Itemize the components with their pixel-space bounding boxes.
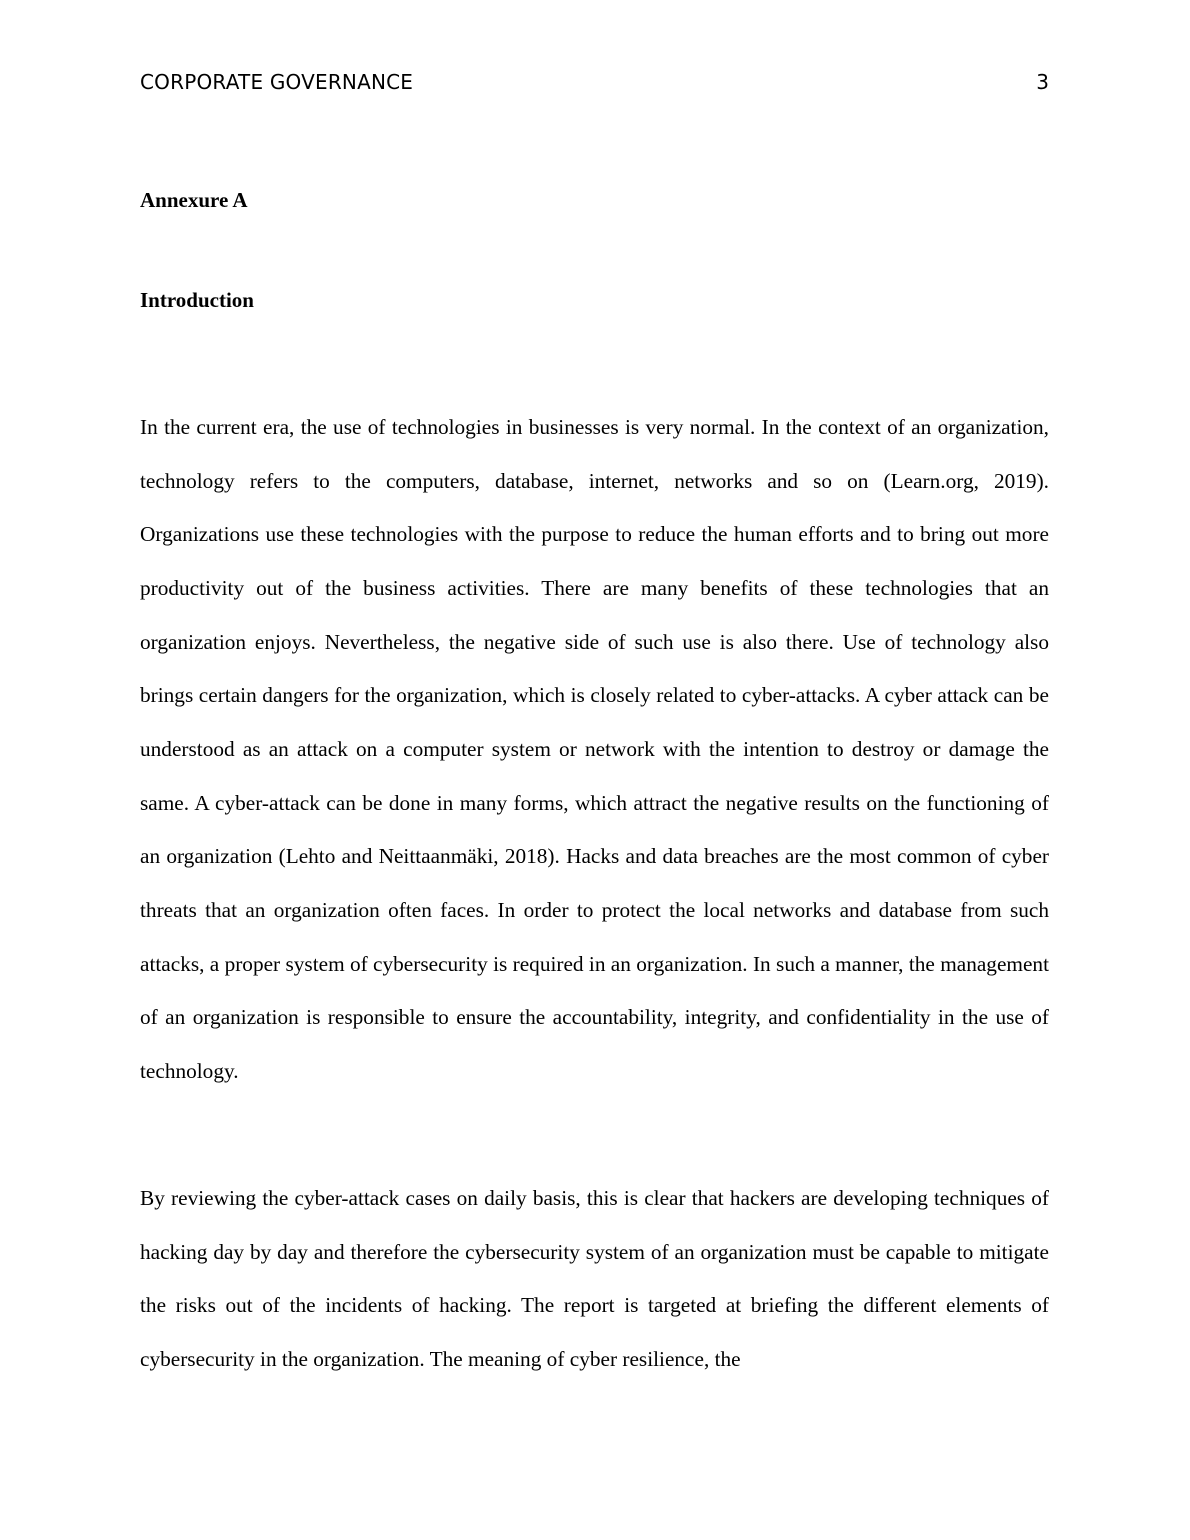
introduction-heading: Introduction (140, 288, 254, 312)
body-paragraph-1: In the current era, the use of technologies in businesses is very normal. In the context of an organization, technology refers to the computers, database, internet, networks and so on (Learn.org, 2019). Organizations use these technologies with the purpose to reduce the human efforts and to bring out more productivity out of the business activities. There are many benefits of these technologies that an organization enjoys. Nevertheless, the negative side of such use is also there. Use of technology also brings certain dangers for the organization, which is closely related to cyber-attacks. A cyber attack can be understood as an attack on a computer system or network with the intention to destroy or damage the same. A cyber-attack can be done in many forms, which attract the negative results on the functioning of an organization (Lehto and Neittaanmäki, 2018). Hacks and data breaches are the most common of cyber threats that an organization often faces. In order to protect the local networks and database from such attacks, a proper system of cybersecurity is required in an organization. In such a manner, the management of an organization is responsible to ensure the accountability, integrity, and confidentiality in the use of technology. (140, 415, 1049, 1083)
page-number: 3 (1036, 70, 1049, 94)
body-paragraph-2: By reviewing the cyber-attack cases on daily basis, this is clear that hackers are developing techniques of hacking day by day and therefore the cybersecurity system of an organization must be capable to mitigate the risks out of the incidents of hacking. The report is targeted at briefing the different elements of cybersecurity in the organization. The meaning of cyber resilience, the (140, 1186, 1049, 1371)
page-header (140, 68, 1049, 96)
running-head-title: CORPORATE GOVERNANCE (140, 70, 414, 94)
annexure-heading: Annexure A (140, 188, 248, 212)
